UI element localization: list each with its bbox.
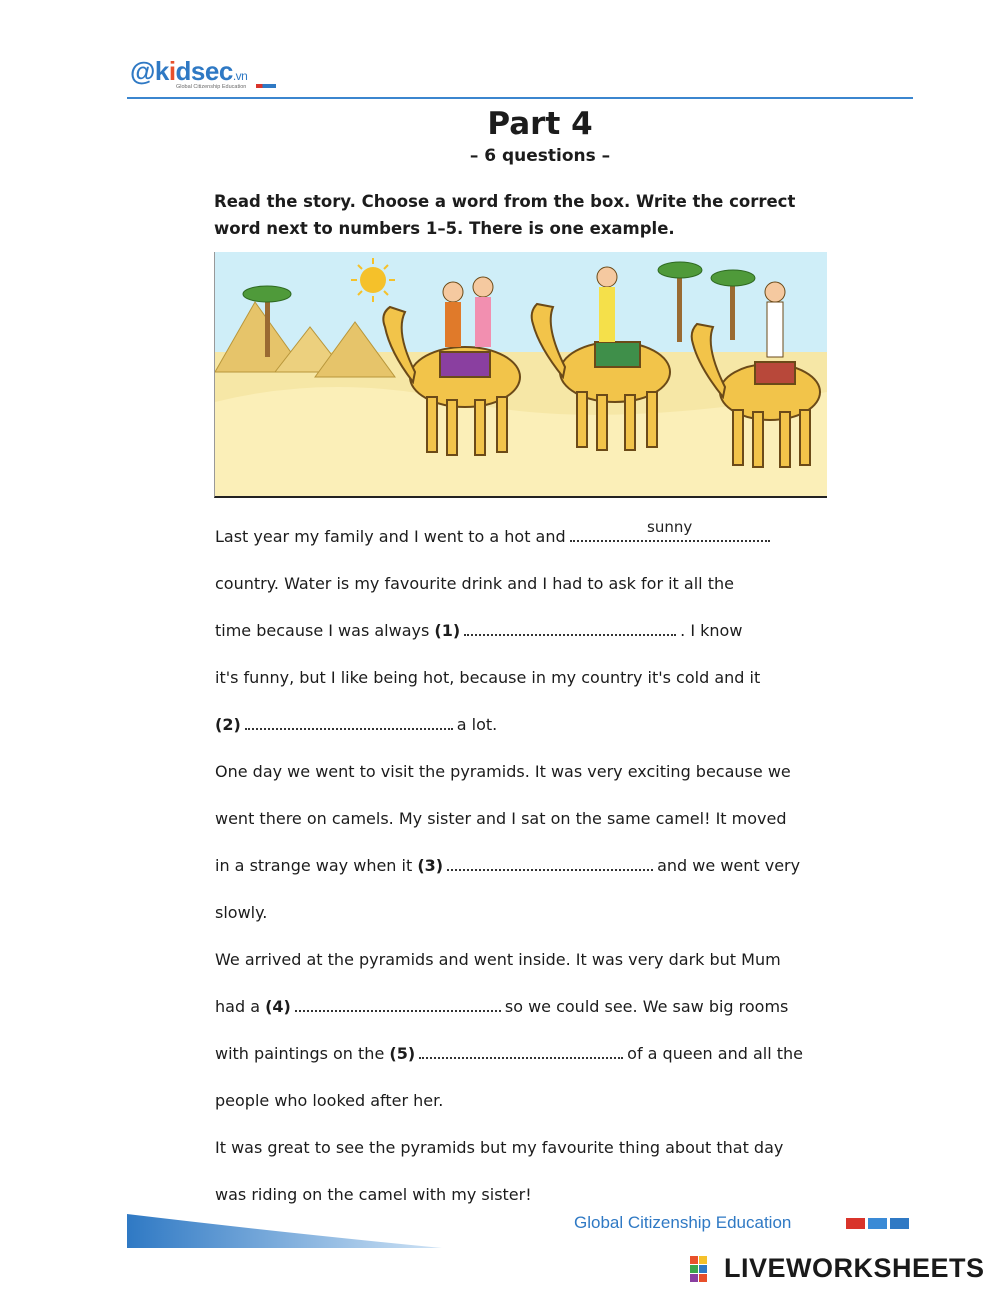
question-number-2: (2): [215, 715, 241, 734]
question-number-1: (1): [434, 621, 461, 640]
desert-camel-illustration: [214, 252, 827, 498]
question-number-5: (5): [389, 1044, 416, 1063]
instruction-text: Read the story. Choose a word from the box. Write the correct word next to numbers 1–5. There is one example.: [214, 192, 796, 238]
question-number-4: (4): [265, 997, 291, 1016]
story-line-12: [215, 1043, 803, 1065]
logo-color-bars: [256, 84, 276, 88]
story-line-11: [215, 996, 788, 1018]
story-line-6: One day we went to visit the pyramids. It was very exciting because we: [215, 762, 791, 781]
story-line-5: [215, 714, 497, 736]
story-line-7: went there on camels. My sister and I sat on the same camel! It moved: [215, 809, 787, 828]
answer-blank-2[interactable]: [245, 718, 453, 730]
story-line-13: people who looked after her.: [215, 1091, 444, 1110]
example-answer: sunny: [647, 518, 693, 536]
story-line-9: slowly.: [215, 903, 268, 922]
story-text: a lot.: [456, 715, 498, 734]
desert-scene-svg: [215, 252, 827, 496]
story-text: . I know: [680, 621, 743, 640]
story-line-1: [215, 518, 774, 548]
answer-blank-4[interactable]: [295, 1000, 501, 1012]
story-line-14: It was great to see the pyramids but my favourite thing about that day: [215, 1138, 784, 1157]
liveworksheets-brand[interactable]: LIVEWORKSHEETS: [724, 1253, 985, 1283]
answer-blank-3[interactable]: [447, 859, 653, 871]
story-line-8: [215, 855, 800, 877]
story-text: with paintings on the: [215, 1044, 385, 1063]
story-text: of a queen and all the: [627, 1044, 803, 1063]
answer-blank-1[interactable]: [464, 624, 676, 636]
story-text: in a strange way when it: [215, 856, 413, 875]
footer-swoosh: [127, 1214, 447, 1250]
page-title: Part 4: [487, 106, 593, 142]
footer-text: Global Citizenship Education: [574, 1213, 792, 1232]
kidsec-logo: @kidsec.vn: [130, 56, 248, 86]
liveworksheets-logo-icon: [690, 1256, 720, 1282]
story-line-10: We arrived at the pyramids and went inside. It was very dark but Mum: [215, 950, 781, 969]
story-text: so we could see. We saw big rooms: [504, 997, 789, 1016]
story-text: Last year my family and I went to a hot and: [215, 527, 566, 546]
story-text: had a: [215, 997, 260, 1016]
story-line-15: was riding on the camel with my sister!: [215, 1185, 532, 1204]
header-divider: [127, 97, 913, 99]
story-text: and we went very: [657, 856, 801, 875]
story-line-2: country. Water is my favourite drink and I had to ask for it all the: [215, 574, 734, 593]
story-line-4: it's funny, but I like being hot, because in my country it's cold and it: [215, 668, 761, 687]
story-line-3: [215, 620, 742, 642]
footer-color-bars: [846, 1218, 909, 1229]
story-text: time because I was always: [215, 621, 430, 640]
logo-tagline: Global Citizenship Education: [176, 84, 247, 90]
page-subtitle: – 6 questions –: [469, 146, 611, 166]
example-answer-blank: [570, 518, 770, 542]
answer-blank-5[interactable]: [419, 1047, 623, 1059]
question-number-3: (3): [417, 856, 444, 875]
